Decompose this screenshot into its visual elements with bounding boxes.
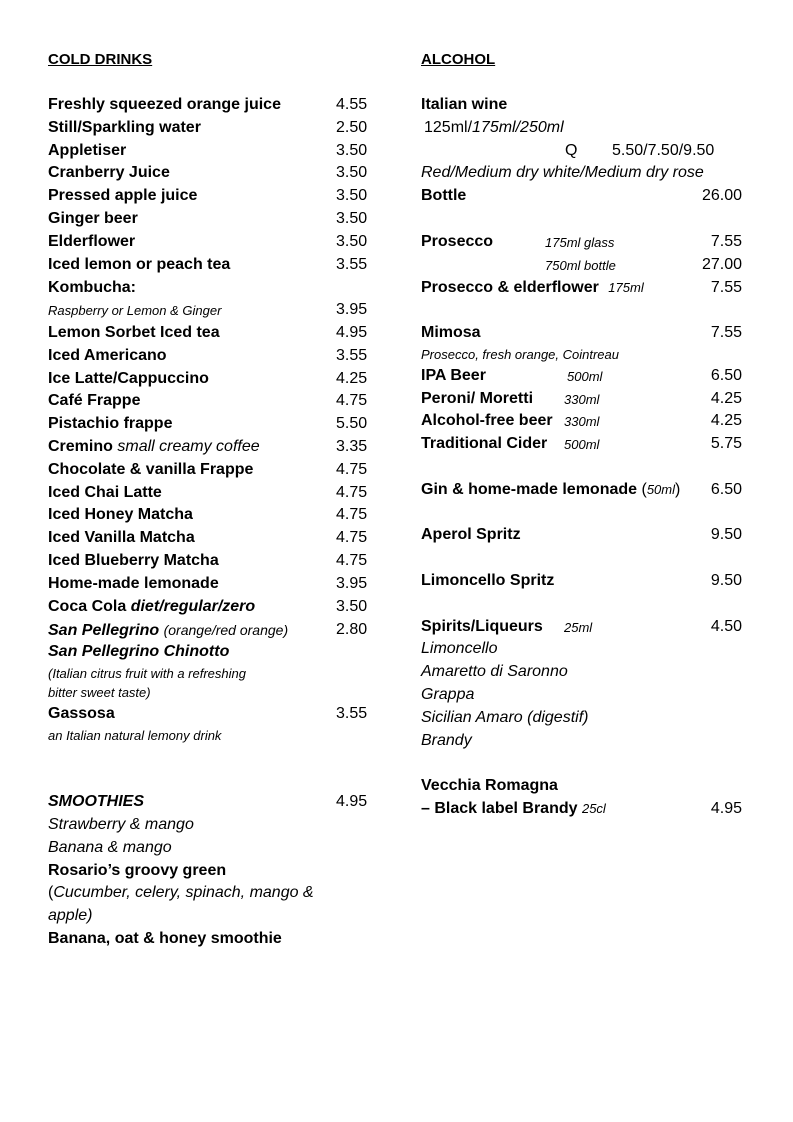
menu-item-name: San Pellegrino Chinotto bbox=[48, 643, 230, 660]
menu-item-price: 3.55 bbox=[336, 256, 368, 273]
wine-size-large: 175ml/250ml bbox=[472, 119, 564, 136]
smoothie-item: Banana & mango bbox=[48, 839, 172, 856]
menu-item-description: bitter sweet taste) bbox=[48, 685, 151, 700]
menu-item-name: Aperol Spritz bbox=[421, 526, 521, 543]
menu-item-price: 4.25 bbox=[336, 370, 368, 387]
menu-item-name: Iced Honey Matcha bbox=[48, 506, 193, 523]
menu-item-size: 330ml bbox=[564, 392, 600, 407]
menu-item-name: Peroni/ Moretti bbox=[421, 390, 534, 407]
menu-item-price: 3.50 bbox=[336, 164, 368, 181]
menu-item-name: Cranberry Juice bbox=[48, 164, 170, 181]
menu-item-price: 7.55 bbox=[710, 324, 742, 341]
prosecco-glass-price: 7.55 bbox=[710, 233, 742, 250]
menu-item-name: Iced lemon or peach tea bbox=[48, 256, 231, 273]
prosecco-bottle-price: 27.00 bbox=[701, 256, 742, 273]
menu-item-name: Café Frappe bbox=[48, 392, 141, 409]
menu-item-name: – Black label Brandy bbox=[421, 800, 578, 817]
menu-item-price: 3.50 bbox=[336, 142, 368, 159]
menu-item-price: 4.75 bbox=[336, 552, 368, 569]
smoothie-item: Strawberry & mango bbox=[48, 816, 194, 833]
smoothie-item: Banana, oat & honey smoothie bbox=[48, 930, 282, 947]
wine-bottle: Bottle bbox=[421, 187, 467, 204]
menu-item-name: Iced Blueberry Matcha bbox=[48, 552, 219, 569]
menu-item-price: 3.55 bbox=[336, 705, 368, 722]
alcohol-heading: ALCOHOL bbox=[421, 51, 496, 68]
wine-prices: 5.50/7.50/9.50 bbox=[612, 142, 715, 159]
menu-item-price: 6.50 bbox=[710, 481, 742, 498]
menu-item-name: Elderflower bbox=[48, 233, 136, 250]
menu-item-price: 4.95 bbox=[336, 324, 368, 341]
menu-item-paren: ) bbox=[675, 481, 681, 498]
menu-item-paren: ( bbox=[637, 481, 647, 498]
menu-item-name: Appletiser bbox=[48, 142, 127, 159]
menu-item-price: 9.50 bbox=[710, 572, 742, 589]
menu-item-size: 50ml bbox=[646, 482, 676, 497]
menu-item-row bbox=[48, 436, 260, 458]
menu-item-note: diet/regular/zero bbox=[130, 598, 256, 615]
menu-item-name: IPA Beer bbox=[421, 367, 486, 384]
wine-name: Italian wine bbox=[421, 96, 508, 113]
menu-item-price: 4.75 bbox=[336, 461, 368, 478]
cold-drinks-heading: COLD DRINKS bbox=[48, 51, 153, 68]
menu-item-price: 4.50 bbox=[710, 618, 742, 635]
menu-item-price: 4.95 bbox=[710, 800, 742, 817]
spirit-item: Sicilian Amaro (digestif) bbox=[421, 709, 589, 726]
wine-sizes bbox=[424, 117, 564, 139]
menu-item-price: 4.25 bbox=[710, 412, 742, 429]
menu-item-price: 4.75 bbox=[336, 392, 368, 409]
menu-item-price: 3.50 bbox=[336, 187, 368, 204]
smoothies-heading: SMOOTHIES bbox=[48, 793, 145, 810]
menu-item-description: Prosecco, fresh orange, Cointreau bbox=[421, 347, 619, 362]
prosecco-name: Prosecco bbox=[421, 233, 494, 250]
menu-item-name: Traditional Cider bbox=[421, 435, 548, 452]
smoothie-description bbox=[48, 882, 314, 904]
prosecco-glass: 175ml glass bbox=[545, 235, 615, 250]
menu-item-name: San Pellegrino bbox=[48, 622, 160, 639]
menu-item-name: Raspberry or Lemon & Ginger bbox=[48, 303, 222, 318]
prosecco-bottle: 750ml bottle bbox=[545, 258, 616, 273]
menu-item-price: 4.55 bbox=[336, 96, 368, 113]
menu-item-row bbox=[48, 619, 288, 642]
menu-item-description: (Italian citrus fruit with a refreshing bbox=[48, 666, 246, 681]
menu-item-name: Prosecco & elderflower bbox=[421, 279, 599, 296]
smoothie-item: Rosario’s groovy green bbox=[48, 862, 227, 879]
menu-item-note: small creamy coffee bbox=[117, 438, 260, 455]
menu-item-name: Gin & home-made lemonade bbox=[421, 481, 638, 498]
smoothie-description: apple) bbox=[48, 907, 93, 924]
menu-item-row bbox=[48, 596, 255, 618]
menu-item-price: 3.95 bbox=[336, 301, 368, 318]
menu-item-size: 25cl bbox=[581, 801, 606, 816]
menu-item-price: 4.75 bbox=[336, 484, 368, 501]
menu-item-row bbox=[421, 277, 644, 299]
menu-item-price: 4.75 bbox=[336, 506, 368, 523]
wine-types: Red/Medium dry white/Medium dry rose bbox=[421, 164, 704, 181]
spirit-item: Limoncello bbox=[421, 640, 498, 657]
smoothies-price: 4.95 bbox=[336, 793, 368, 810]
spirit-item: Brandy bbox=[421, 732, 472, 749]
menu-item-price: 4.75 bbox=[336, 529, 368, 546]
menu-item-name: Home-made lemonade bbox=[48, 575, 219, 592]
menu-item-name: Pressed apple juice bbox=[48, 187, 198, 204]
menu-item-name: Kombucha: bbox=[48, 279, 136, 296]
menu-item-price: 5.50 bbox=[336, 415, 368, 432]
spirit-item: Amaretto di Saronno bbox=[421, 663, 568, 680]
menu-item-name: Pistachio frappe bbox=[48, 415, 173, 432]
menu-item-name: Still/Sparkling water bbox=[48, 119, 201, 136]
menu-item-note: (orange/red orange) bbox=[163, 622, 289, 638]
menu-item-price: 3.95 bbox=[336, 575, 368, 592]
spirit-item: Grappa bbox=[421, 686, 475, 703]
menu-item-name: Mimosa bbox=[421, 324, 481, 341]
wine-bottle-price: 26.00 bbox=[701, 187, 742, 204]
menu-item-name: Freshly squeezed orange juice bbox=[48, 96, 281, 113]
menu-item-price: 5.75 bbox=[710, 435, 742, 452]
menu-item-price: 4.25 bbox=[710, 390, 742, 407]
menu-item-name: Iced Americano bbox=[48, 347, 167, 364]
menu-item-price: 3.55 bbox=[336, 347, 368, 364]
menu-item-price: 3.50 bbox=[336, 210, 368, 227]
menu-item-size: 175ml bbox=[608, 280, 644, 295]
menu-item-row bbox=[421, 798, 606, 820]
menu-item-name: Cremino bbox=[48, 438, 113, 455]
menu-item-description: an Italian natural lemony drink bbox=[48, 728, 222, 743]
menu-item-name: Coca Cola bbox=[48, 598, 127, 615]
menu-item-name: Ginger beer bbox=[48, 210, 138, 227]
menu-item-name: Alcohol-free beer bbox=[421, 412, 553, 429]
smoothie-paren: ( bbox=[48, 884, 54, 901]
menu-item-price: 3.50 bbox=[336, 233, 368, 250]
menu-item-name: Spirits/Liqueurs bbox=[421, 618, 543, 635]
smoothie-ingredients: Cucumber, celery, spinach, mango & bbox=[53, 884, 314, 901]
menu-item-name: Iced Vanilla Matcha bbox=[48, 529, 195, 546]
menu-item-size: 500ml bbox=[564, 437, 600, 452]
menu-item-size: 330ml bbox=[564, 414, 600, 429]
menu-item-name: Limoncello Spritz bbox=[421, 572, 555, 589]
menu-item-name: Lemon Sorbet Iced tea bbox=[48, 324, 220, 341]
menu-item-price: 6.50 bbox=[710, 367, 742, 384]
menu-item-name: Chocolate & vanilla Frappe bbox=[48, 461, 254, 478]
menu-item-name: Gassosa bbox=[48, 705, 115, 722]
menu-item-name: Vecchia Romagna bbox=[421, 777, 558, 794]
menu-item-price: 2.50 bbox=[336, 119, 368, 136]
menu-item-price: 3.50 bbox=[336, 598, 368, 615]
menu-item-price: 2.80 bbox=[336, 621, 368, 638]
menu-item-price: 7.55 bbox=[710, 279, 742, 296]
wine-q-label: Q bbox=[565, 142, 578, 159]
menu-item-name: Ice Latte/Cappuccino bbox=[48, 370, 209, 387]
menu-item-name: Iced Chai Latte bbox=[48, 484, 162, 501]
menu-item-row bbox=[421, 479, 680, 501]
wine-size-small: 125ml/ bbox=[424, 119, 473, 136]
menu-item-price: 9.50 bbox=[710, 526, 742, 543]
menu-item-size: 25ml bbox=[564, 620, 593, 635]
menu-item-price: 3.35 bbox=[336, 438, 368, 455]
menu-item-size: 500ml bbox=[567, 369, 603, 384]
